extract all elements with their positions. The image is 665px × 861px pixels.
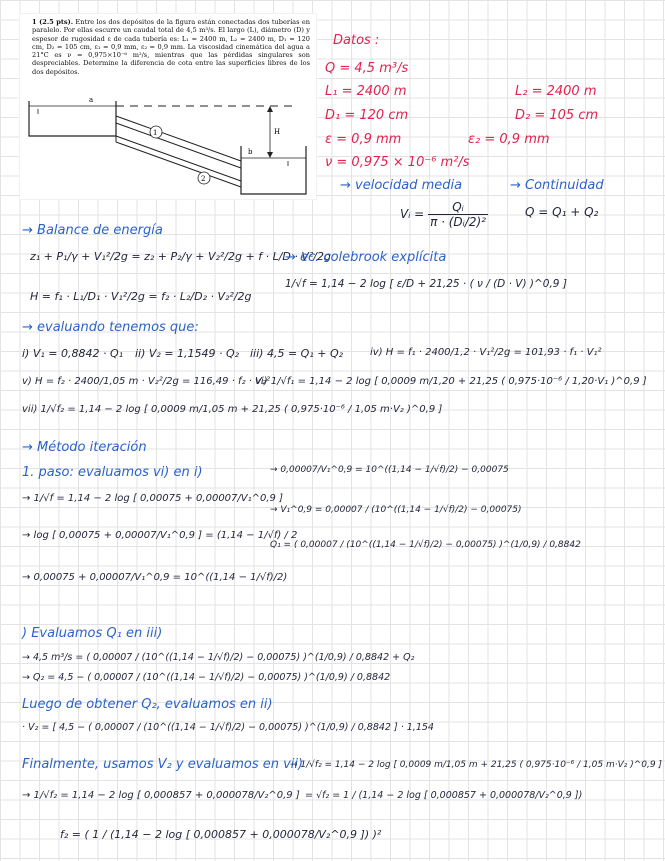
- metodo-s4: → 0,00007/V₁^0,9 = 10^((1,14 − 1/√f)/2) − 0,00075: [270, 465, 509, 475]
- velocidad-label: → velocidad media: [340, 178, 463, 193]
- label-a: a: [89, 96, 94, 104]
- energia-eq2: H = f₁ · L₁/D₁ · V₁²/2g = f₂ · L₂/D₂ · V₂²/2g: [30, 290, 252, 303]
- metodo-paso2: ) Evaluamos Q₁ en iii): [22, 626, 163, 641]
- metodo-s11: → 1/√f₂ = 1,14 − 2 log [ 0,000857 + 0,000078/V₂^0,9 ]: [22, 790, 300, 801]
- metodo-s6: Q₁ = ( 0,00007 / (10^((1,14 − 1/√f)/2) − 0,00075) )^(1/0,9) / 0,8842: [270, 540, 581, 550]
- datos-e1: ε = 0,9 mm: [325, 132, 402, 147]
- metodo-s13: f₂ = ( 1 / (1,14 − 2 log [ 0,000857 + 0,000078/V₂^0,9 ]) )²: [60, 828, 382, 841]
- metodo-s5: → V₁^0,9 = 0,00007 / (10^((1,14 − 1/√f)/2) − 0,00075): [270, 505, 522, 515]
- pipe-1-label: 1: [153, 129, 158, 137]
- velocidad-lhs: Vᵢ =: [400, 207, 425, 221]
- energia-label: → Balance de energía: [22, 223, 163, 238]
- datos-d1: D₁ = 120 cm: [325, 108, 409, 123]
- metodo-label: → Método iteración: [22, 440, 147, 455]
- continuidad-label: → Continuidad: [510, 178, 604, 193]
- metodo-s1: → 1/√f = 1,14 − 2 log [ 0,00075 + 0,00007/V₁^0,9 ]: [22, 493, 283, 504]
- colebrook-eq: 1/√f = 1,14 − 2 log [ ε/D + 21,25 · ( ν / (D · V) )^0,9 ]: [285, 278, 567, 290]
- metodo-s10: → 1/√f₂ = 1,14 − 2 log [ 0,0009 m/1,05 m + 21,25 ( 0,975·10⁻⁶ / 1,05 m·V₂ )^0,9 ]: [290, 760, 662, 770]
- reservoir-diagram: [26, 86, 310, 196]
- metodo-s9: · V₂ = [ 4,5 − ( 0,00007 / (10^((1,14 − 1/√f)/2) − 0,00075) )^(1/0,9) / 0,8842 ] · 1,154: [22, 722, 434, 733]
- eval-v: v) H = f₂ · 2400/1,05 m · V₂²/2g = 116,49 · f₂ · V₂²: [22, 376, 270, 387]
- eval-vi: vi) 1/√f₁ = 1,14 − 2 log [ 0,0009 m/1,20 + 21,25 ( 0,975·10⁻⁶ / 1,20·V₁ )^0,9 ]: [255, 376, 647, 387]
- label-b: b: [248, 148, 253, 156]
- eval-iii: iii) 4,5 = Q₁ + Q₂: [250, 347, 344, 360]
- evaluando-label: → evaluando tenemos que:: [22, 320, 199, 335]
- problem-statement: [32, 18, 310, 76]
- datos-d2: D₂ = 105 cm: [515, 108, 599, 123]
- problem-statement-card: [20, 14, 316, 199]
- metodo-s7: → 4,5 m³/s = ( 0,00007 / (10^((1,14 − 1/√f)/2) − 0,00075) )^(1/0,9) / 0,8842 + Q₂: [22, 652, 415, 663]
- datos-l2: L₂ = 2400 m: [515, 84, 597, 99]
- metodo-s3: → 0,00075 + 0,00007/V₁^0,9 = 10^((1,14 − 1/√f)/2): [22, 572, 288, 583]
- metodo-paso1: 1. paso: evaluamos vi) en i): [22, 465, 203, 480]
- eval-i: i) V₁ = 0,8842 · Q₁: [22, 347, 124, 360]
- eval-iv: iv) H = f₁ · 2400/1,2 · V₁²/2g = 101,93 · f₁ · V₁²: [370, 347, 602, 358]
- label-h: H: [274, 128, 281, 136]
- eval-ii: ii) V₂ = 1,1549 · Q₂: [135, 347, 240, 360]
- datos-title: Datos :: [333, 33, 380, 48]
- metodo-paso4: Finalmente, usamos V₂ y evaluamos en vii): [22, 757, 304, 772]
- problem-body: Entre los dos depósitos de la figura están conectadas dos tuberías en paralelo. Por ellas escurre un caudal total de 4,5 m³/s. El largo (L), diámetro (D) y espesor de rugosidad ε de cada tubería es: L₁ = 2400 m, L₂ = 2400 m, D₁ = 120 cm, D₂ = 105 cm, ε₁ = 0,9 mm, ε₂ = 0,9 mm. La viscosidad cinemática del agua a 21°C es ν = 0,975×10⁻⁶ m²/s, mientras que las pérdidas singulares son despreciables. Determine la diferencia de cota entre las superficies libres de los dos depósitos.: [32, 18, 310, 76]
- continuidad-eq: Q = Q₁ + Q₂: [525, 205, 599, 219]
- velocidad-formula: [400, 200, 488, 229]
- datos-l1: L₁ = 2400 m: [325, 84, 407, 99]
- metodo-s2: → log [ 0,00075 + 0,00007/V₁^0,9 ] = (1,14 − 1/√f) / 2: [22, 530, 298, 541]
- problem-heading: 1 (2.5 pts).: [32, 18, 74, 26]
- eval-vii: vii) 1/√f₂ = 1,14 − 2 log [ 0,0009 m/1,05 m + 21,25 ( 0,975·10⁻⁶ / 1,05 m·V₂ )^0,9 ]: [22, 404, 443, 415]
- energia-eq1: z₁ + P₁/γ + V₁²/2g = z₂ + P₂/γ + V₂²/2g + f · L/D · V²/2g: [30, 250, 331, 263]
- pipe-2-label: 2: [201, 175, 206, 183]
- colebrook-label: → ec. colebrook explícita: [285, 250, 447, 265]
- metodo-s8: → Q₂ = 4,5 − ( 0,00007 / (10^((1,14 − 1/√f)/2) − 0,00075) )^(1/0,9) / 0,8842: [22, 672, 391, 683]
- datos-e2: ε₂ = 0,9 mm: [468, 132, 550, 147]
- datos-q: Q = 4,5 m³/s: [325, 61, 409, 76]
- velocidad-den: π · (Dᵢ/2)²: [430, 215, 486, 229]
- metodo-s12: = √f₂ = 1 / (1,14 − 2 log [ 0,000857 + 0,000078/V₂^0,9 ]): [305, 790, 583, 801]
- datos-nu: ν = 0,975 × 10⁻⁶ m²/s: [325, 155, 470, 170]
- velocidad-num: Qᵢ: [428, 200, 488, 215]
- metodo-paso3: Luego de obtener Q₂, evaluamos en ii): [22, 697, 273, 712]
